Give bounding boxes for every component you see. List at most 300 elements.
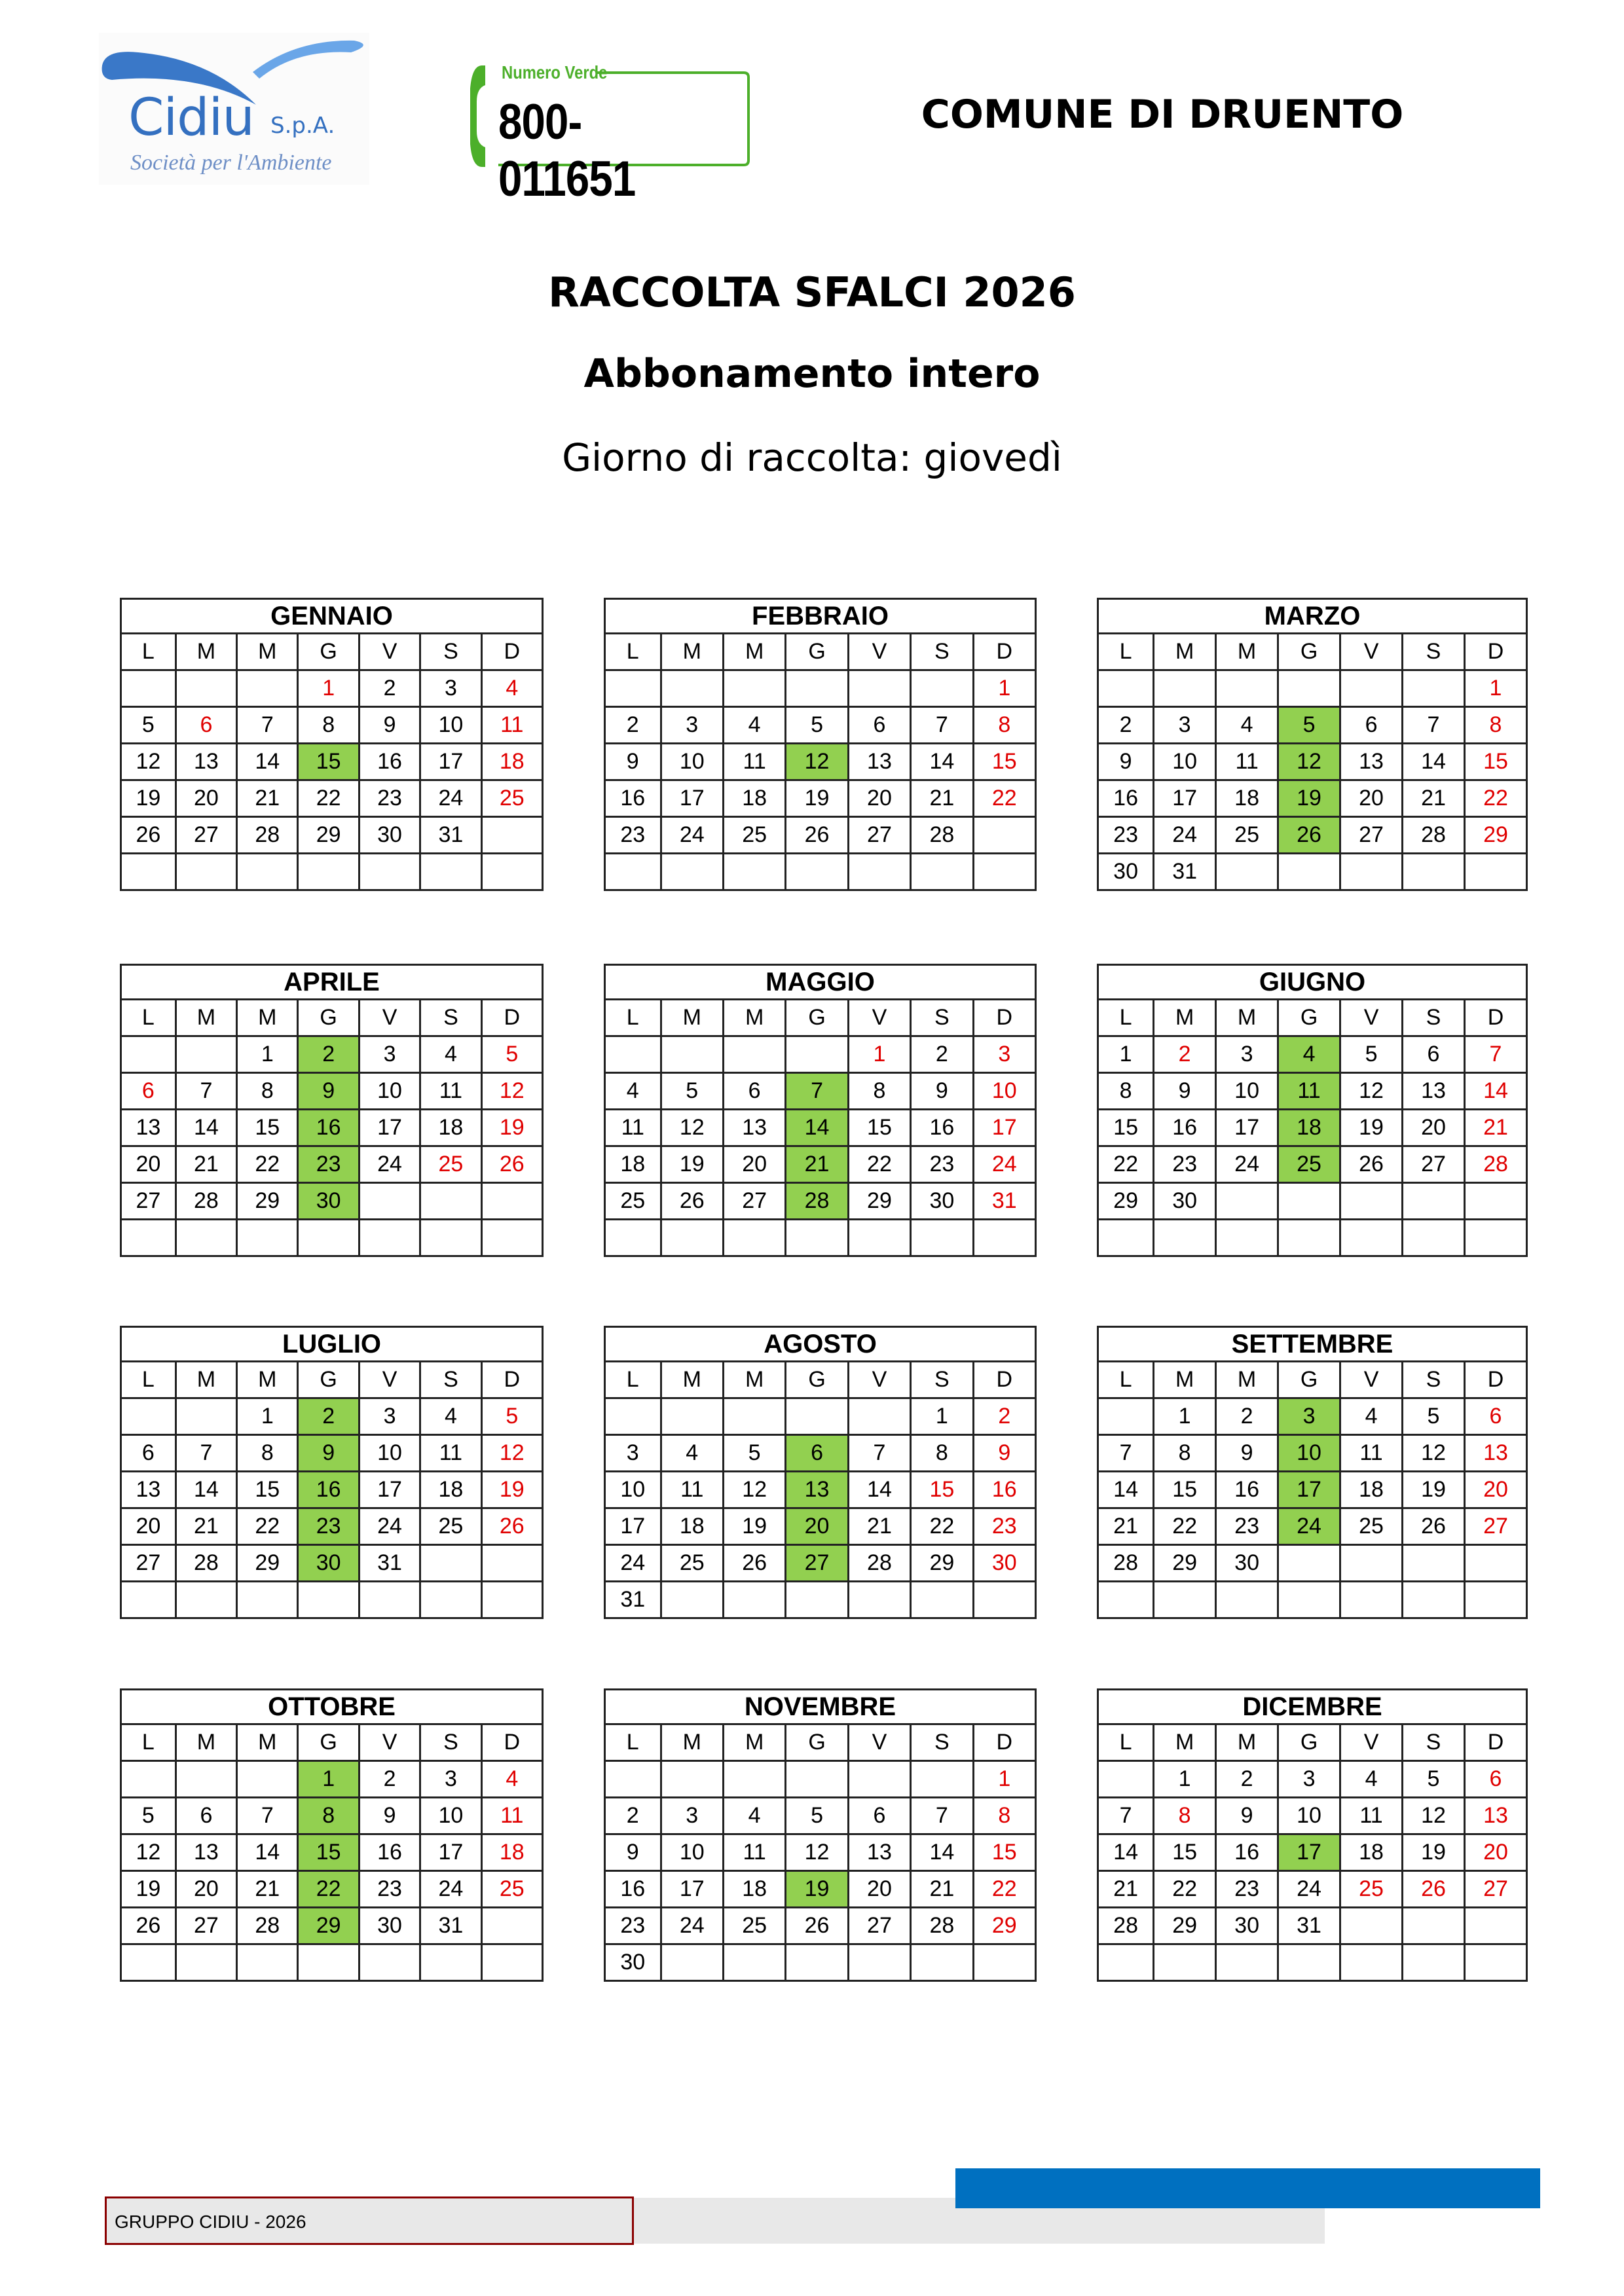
day-cell: 31 — [420, 1908, 481, 1944]
day-cell: 17 — [973, 1110, 1035, 1146]
collection-day-cell: 15 — [298, 744, 359, 780]
day-cell: 28 — [911, 817, 973, 854]
empty-cell — [723, 1036, 785, 1073]
week-row — [121, 1146, 543, 1183]
day-cell: 24 — [420, 780, 481, 817]
day-cell: 19 — [661, 1146, 723, 1183]
weekday-header: V — [848, 1724, 910, 1761]
week-row — [121, 780, 543, 817]
day-cell: 3 — [1216, 1036, 1278, 1073]
day-cell: 29 — [911, 1545, 973, 1582]
weekday-header: G — [298, 1362, 359, 1398]
day-cell: 28 — [175, 1183, 236, 1220]
weekday-header: M — [175, 634, 236, 670]
week-row — [1098, 1908, 1527, 1944]
weekday-header: L — [121, 1000, 176, 1036]
week-row — [121, 1871, 543, 1908]
day-cell: 14 — [1403, 744, 1465, 780]
empty-cell — [1403, 854, 1465, 890]
day-cell: 8 — [1098, 1073, 1154, 1110]
empty-cell — [786, 1582, 848, 1618]
empty-cell — [1340, 1582, 1403, 1618]
day-cell: 20 — [175, 1871, 236, 1908]
week-row — [1098, 780, 1527, 817]
day-cell: 22 — [1098, 1146, 1154, 1183]
collection-day-cell: 16 — [298, 1472, 359, 1508]
day-cell: 16 — [1216, 1834, 1278, 1871]
empty-cell — [1216, 1944, 1278, 1981]
week-row — [1098, 1944, 1527, 1981]
day-cell: 1 — [298, 670, 359, 707]
week-row — [605, 1798, 1036, 1834]
day-cell: 19 — [1403, 1834, 1465, 1871]
week-row — [605, 1036, 1036, 1073]
day-cell: 20 — [1403, 1110, 1465, 1146]
day-cell: 12 — [1403, 1798, 1465, 1834]
collection-day-cell: 4 — [1278, 1036, 1340, 1073]
month-title: MARZO — [1098, 599, 1527, 634]
day-cell: 2 — [605, 1798, 661, 1834]
weekday-header: S — [1403, 1362, 1465, 1398]
collection-day-cell: 6 — [786, 1435, 848, 1472]
weekday-header: M — [661, 1362, 723, 1398]
day-cell: 1 — [1098, 1036, 1154, 1073]
day-cell: 9 — [605, 744, 661, 780]
month-title: MAGGIO — [605, 965, 1036, 1000]
day-cell: 6 — [121, 1435, 176, 1472]
day-cell: 31 — [973, 1183, 1035, 1220]
weekday-header: L — [605, 634, 661, 670]
week-row — [605, 1944, 1036, 1981]
day-cell: 3 — [661, 1798, 723, 1834]
empty-cell — [605, 1398, 661, 1435]
day-cell: 1 — [1464, 670, 1526, 707]
month-calendar-luglio — [120, 1326, 544, 1619]
day-cell: 26 — [661, 1183, 723, 1220]
day-cell: 24 — [605, 1545, 661, 1582]
day-cell: 1 — [1154, 1761, 1216, 1798]
empty-cell — [661, 1761, 723, 1798]
week-row — [605, 1582, 1036, 1618]
day-cell: 30 — [911, 1183, 973, 1220]
empty-cell — [420, 1220, 481, 1256]
empty-cell — [481, 1908, 542, 1944]
collection-day-cell: 27 — [786, 1545, 848, 1582]
empty-cell — [1464, 1908, 1526, 1944]
day-cell: 15 — [911, 1472, 973, 1508]
empty-cell — [420, 1545, 481, 1582]
week-row — [121, 1183, 543, 1220]
day-cell: 12 — [1403, 1435, 1465, 1472]
day-cell: 27 — [1403, 1146, 1465, 1183]
day-cell: 13 — [1464, 1798, 1526, 1834]
day-cell: 5 — [1403, 1761, 1465, 1798]
weekday-header: M — [1216, 1362, 1278, 1398]
collection-day-cell: 20 — [786, 1508, 848, 1545]
day-cell: 1 — [237, 1398, 298, 1435]
empty-cell — [175, 1036, 236, 1073]
week-row — [121, 1508, 543, 1545]
weekday-header: L — [605, 1000, 661, 1036]
empty-cell — [481, 817, 542, 854]
month-title: GIUGNO — [1098, 965, 1527, 1000]
day-cell: 19 — [121, 1871, 176, 1908]
day-cell: 11 — [1340, 1435, 1403, 1472]
week-row — [605, 744, 1036, 780]
day-cell: 26 — [1403, 1508, 1465, 1545]
hotline-label: Numero Verde — [502, 62, 608, 82]
week-row — [605, 707, 1036, 744]
day-cell: 25 — [481, 1871, 542, 1908]
weekday-header: L — [1098, 1362, 1154, 1398]
day-cell: 10 — [359, 1435, 420, 1472]
day-cell: 14 — [1098, 1834, 1154, 1871]
page-title: RACCOLTA SFALCI 2026 — [548, 268, 1076, 316]
day-cell: 4 — [1340, 1398, 1403, 1435]
empty-cell — [1154, 1944, 1216, 1981]
empty-cell — [1216, 1220, 1278, 1256]
day-cell: 17 — [359, 1472, 420, 1508]
weekday-header: D — [973, 1362, 1035, 1398]
day-cell: 7 — [175, 1073, 236, 1110]
weekday-header: V — [359, 1362, 420, 1398]
day-cell: 8 — [911, 1435, 973, 1472]
day-cell: 10 — [973, 1073, 1035, 1110]
empty-cell — [848, 1220, 910, 1256]
day-cell: 18 — [420, 1110, 481, 1146]
week-row — [605, 1545, 1036, 1582]
day-cell: 14 — [237, 744, 298, 780]
week-row — [605, 670, 1036, 707]
weekday-header: L — [121, 1724, 176, 1761]
day-cell: 16 — [1154, 1110, 1216, 1146]
month-title: OTTOBRE — [121, 1690, 543, 1724]
day-cell: 17 — [420, 744, 481, 780]
day-cell: 22 — [1464, 780, 1526, 817]
collection-day-cell: 9 — [298, 1435, 359, 1472]
empty-cell — [420, 1183, 481, 1220]
day-cell: 1 — [237, 1036, 298, 1073]
day-cell: 13 — [1340, 744, 1403, 780]
day-cell: 13 — [848, 1834, 910, 1871]
day-cell: 27 — [848, 1908, 910, 1944]
weekday-header: G — [786, 1724, 848, 1761]
weekday-header: G — [786, 634, 848, 670]
day-cell: 9 — [1098, 744, 1154, 780]
weekday-header: V — [848, 634, 910, 670]
day-cell: 26 — [786, 817, 848, 854]
collection-day-cell: 30 — [298, 1183, 359, 1220]
month-title: APRILE — [121, 965, 543, 1000]
day-cell: 14 — [1464, 1073, 1526, 1110]
day-cell: 19 — [481, 1110, 542, 1146]
day-cell: 12 — [661, 1110, 723, 1146]
week-row — [1098, 1582, 1527, 1618]
day-cell: 12 — [1340, 1073, 1403, 1110]
empty-cell — [848, 1398, 910, 1435]
day-cell: 23 — [1216, 1871, 1278, 1908]
day-cell: 25 — [605, 1183, 661, 1220]
day-cell: 27 — [1464, 1508, 1526, 1545]
day-cell: 16 — [359, 744, 420, 780]
empty-cell — [911, 854, 973, 890]
empty-cell — [1340, 1183, 1403, 1220]
day-cell: 6 — [848, 1798, 910, 1834]
collection-day-cell: 5 — [1278, 707, 1340, 744]
empty-cell — [973, 1944, 1035, 1981]
day-cell: 15 — [973, 744, 1035, 780]
weekday-header: D — [1464, 1724, 1526, 1761]
day-cell: 11 — [605, 1110, 661, 1146]
week-row — [1098, 1036, 1527, 1073]
weekday-header: S — [1403, 634, 1465, 670]
empty-cell — [786, 1944, 848, 1981]
empty-cell — [175, 670, 236, 707]
collection-day-cell: 1 — [298, 1761, 359, 1798]
week-row — [121, 1761, 543, 1798]
day-cell: 19 — [786, 780, 848, 817]
day-cell: 16 — [359, 1834, 420, 1871]
day-cell: 23 — [359, 1871, 420, 1908]
empty-cell — [723, 1220, 785, 1256]
week-row — [1098, 1073, 1527, 1110]
footer-box — [105, 2196, 634, 2245]
day-cell: 25 — [420, 1146, 481, 1183]
day-cell: 2 — [359, 670, 420, 707]
empty-cell — [359, 1582, 420, 1618]
week-row — [121, 1545, 543, 1582]
day-cell: 3 — [359, 1398, 420, 1435]
collection-day-cell: 22 — [298, 1871, 359, 1908]
day-cell: 13 — [175, 744, 236, 780]
day-cell: 7 — [911, 1798, 973, 1834]
day-cell: 23 — [605, 817, 661, 854]
day-cell: 9 — [359, 707, 420, 744]
day-cell: 27 — [121, 1545, 176, 1582]
weekday-header: M — [175, 1724, 236, 1761]
weekday-header: L — [121, 1362, 176, 1398]
day-cell: 22 — [237, 1508, 298, 1545]
day-cell: 16 — [1098, 780, 1154, 817]
day-cell: 4 — [420, 1036, 481, 1073]
day-cell: 20 — [848, 780, 910, 817]
day-cell: 19 — [481, 1472, 542, 1508]
day-cell: 13 — [723, 1110, 785, 1146]
cidiu-logo — [99, 33, 369, 185]
weekday-header: V — [359, 634, 420, 670]
week-row — [121, 744, 543, 780]
week-row — [121, 1398, 543, 1435]
week-row — [605, 1073, 1036, 1110]
weekday-header: M — [723, 1724, 785, 1761]
empty-cell — [605, 1220, 661, 1256]
empty-cell — [1216, 1183, 1278, 1220]
day-cell: 15 — [1098, 1110, 1154, 1146]
week-row — [121, 817, 543, 854]
day-cell: 2 — [1154, 1036, 1216, 1073]
empty-cell — [1098, 1761, 1154, 1798]
day-cell: 3 — [359, 1036, 420, 1073]
day-cell: 30 — [1098, 854, 1154, 890]
day-cell: 13 — [848, 744, 910, 780]
day-cell: 24 — [973, 1146, 1035, 1183]
day-cell: 26 — [1340, 1146, 1403, 1183]
week-row — [605, 854, 1036, 890]
month-calendar-aprile — [120, 964, 544, 1257]
day-cell: 8 — [237, 1435, 298, 1472]
day-cell: 2 — [1216, 1761, 1278, 1798]
day-cell: 20 — [121, 1146, 176, 1183]
empty-cell — [1464, 1582, 1526, 1618]
month-title: LUGLIO — [121, 1327, 543, 1362]
day-cell: 22 — [973, 780, 1035, 817]
empty-cell — [175, 854, 236, 890]
day-cell: 21 — [1464, 1110, 1526, 1146]
day-cell: 4 — [1216, 707, 1278, 744]
collection-day-cell: 2 — [298, 1036, 359, 1073]
empty-cell — [911, 1761, 973, 1798]
week-row — [605, 1435, 1036, 1472]
day-cell: 13 — [175, 1834, 236, 1871]
day-cell: 30 — [605, 1944, 661, 1981]
weekday-header: M — [1154, 1000, 1216, 1036]
collection-day-cell: 11 — [1278, 1073, 1340, 1110]
day-cell: 5 — [786, 707, 848, 744]
day-cell: 19 — [1340, 1110, 1403, 1146]
day-cell: 30 — [1216, 1545, 1278, 1582]
day-cell: 2 — [1098, 707, 1154, 744]
empty-cell — [359, 1944, 420, 1981]
day-cell: 22 — [911, 1508, 973, 1545]
day-cell: 5 — [481, 1398, 542, 1435]
day-cell: 5 — [786, 1798, 848, 1834]
subscription-type: Abbonamento intero — [583, 351, 1041, 397]
weekday-header: M — [237, 1362, 298, 1398]
day-cell: 2 — [605, 707, 661, 744]
weekday-header: M — [723, 1362, 785, 1398]
empty-cell — [481, 854, 542, 890]
day-cell: 11 — [723, 744, 785, 780]
empty-cell — [723, 854, 785, 890]
weekday-header: D — [481, 1724, 542, 1761]
day-cell: 24 — [359, 1508, 420, 1545]
weekday-header: M — [237, 1000, 298, 1036]
empty-cell — [973, 854, 1035, 890]
day-cell: 4 — [420, 1398, 481, 1435]
day-cell: 12 — [786, 1834, 848, 1871]
collection-day-cell: 7 — [786, 1073, 848, 1110]
empty-cell — [121, 1220, 176, 1256]
week-row — [121, 1110, 543, 1146]
empty-cell — [1154, 1582, 1216, 1618]
weekday-header: S — [1403, 1000, 1465, 1036]
weekday-header: L — [605, 1724, 661, 1761]
week-row — [1098, 707, 1527, 744]
empty-cell — [1278, 670, 1340, 707]
day-cell: 23 — [973, 1508, 1035, 1545]
day-cell: 29 — [1154, 1908, 1216, 1944]
week-row — [605, 1508, 1036, 1545]
week-row — [605, 817, 1036, 854]
collection-day-cell: 14 — [786, 1110, 848, 1146]
empty-cell — [661, 1036, 723, 1073]
weekday-header: S — [911, 1362, 973, 1398]
day-cell: 20 — [121, 1508, 176, 1545]
collection-day-cell: 2 — [298, 1398, 359, 1435]
day-cell: 24 — [1216, 1146, 1278, 1183]
empty-cell — [1340, 1944, 1403, 1981]
day-cell: 10 — [661, 744, 723, 780]
month-calendar-marzo — [1097, 598, 1528, 891]
weekday-header: L — [605, 1362, 661, 1398]
day-cell: 5 — [1340, 1036, 1403, 1073]
day-cell: 10 — [359, 1073, 420, 1110]
collection-day-cell: 12 — [786, 744, 848, 780]
empty-cell — [237, 1582, 298, 1618]
week-row — [1098, 1472, 1527, 1508]
toll-free-number — [462, 62, 750, 207]
empty-cell — [911, 1220, 973, 1256]
collection-day: Giorno di raccolta: giovedì — [562, 435, 1062, 480]
weekday-header: D — [973, 1000, 1035, 1036]
day-cell: 28 — [1464, 1146, 1526, 1183]
empty-cell — [1464, 854, 1526, 890]
day-cell: 23 — [1098, 817, 1154, 854]
day-cell: 28 — [175, 1545, 236, 1582]
day-cell: 20 — [1464, 1834, 1526, 1871]
day-cell: 12 — [121, 1834, 176, 1871]
empty-cell — [237, 670, 298, 707]
day-cell: 9 — [1154, 1073, 1216, 1110]
day-cell: 10 — [1154, 744, 1216, 780]
empty-cell — [661, 1582, 723, 1618]
day-cell: 2 — [1216, 1398, 1278, 1435]
empty-cell — [298, 1220, 359, 1256]
day-cell: 6 — [723, 1073, 785, 1110]
day-cell: 17 — [661, 780, 723, 817]
weekday-header: M — [661, 1724, 723, 1761]
day-cell: 25 — [1340, 1508, 1403, 1545]
empty-cell — [481, 1944, 542, 1981]
day-cell: 25 — [481, 780, 542, 817]
weekday-header: G — [786, 1362, 848, 1398]
day-cell: 9 — [973, 1435, 1035, 1472]
day-cell: 23 — [911, 1146, 973, 1183]
collection-day-cell: 12 — [1278, 744, 1340, 780]
empty-cell — [359, 854, 420, 890]
day-cell: 31 — [420, 817, 481, 854]
day-cell: 26 — [786, 1908, 848, 1944]
day-cell: 4 — [723, 707, 785, 744]
collection-day-cell: 17 — [1278, 1472, 1340, 1508]
day-cell: 21 — [911, 1871, 973, 1908]
day-cell: 1 — [1154, 1398, 1216, 1435]
week-row — [605, 1472, 1036, 1508]
empty-cell — [848, 1582, 910, 1618]
day-cell: 23 — [605, 1908, 661, 1944]
empty-cell — [723, 1761, 785, 1798]
day-cell: 3 — [973, 1036, 1035, 1073]
day-cell: 12 — [121, 744, 176, 780]
collection-day-cell: 23 — [298, 1146, 359, 1183]
month-calendar-ottobre — [120, 1688, 544, 1982]
day-cell: 11 — [420, 1435, 481, 1472]
day-cell: 30 — [973, 1545, 1035, 1582]
week-row — [1098, 1220, 1527, 1256]
day-cell: 10 — [1278, 1798, 1340, 1834]
day-cell: 5 — [121, 707, 176, 744]
empty-cell — [481, 1183, 542, 1220]
